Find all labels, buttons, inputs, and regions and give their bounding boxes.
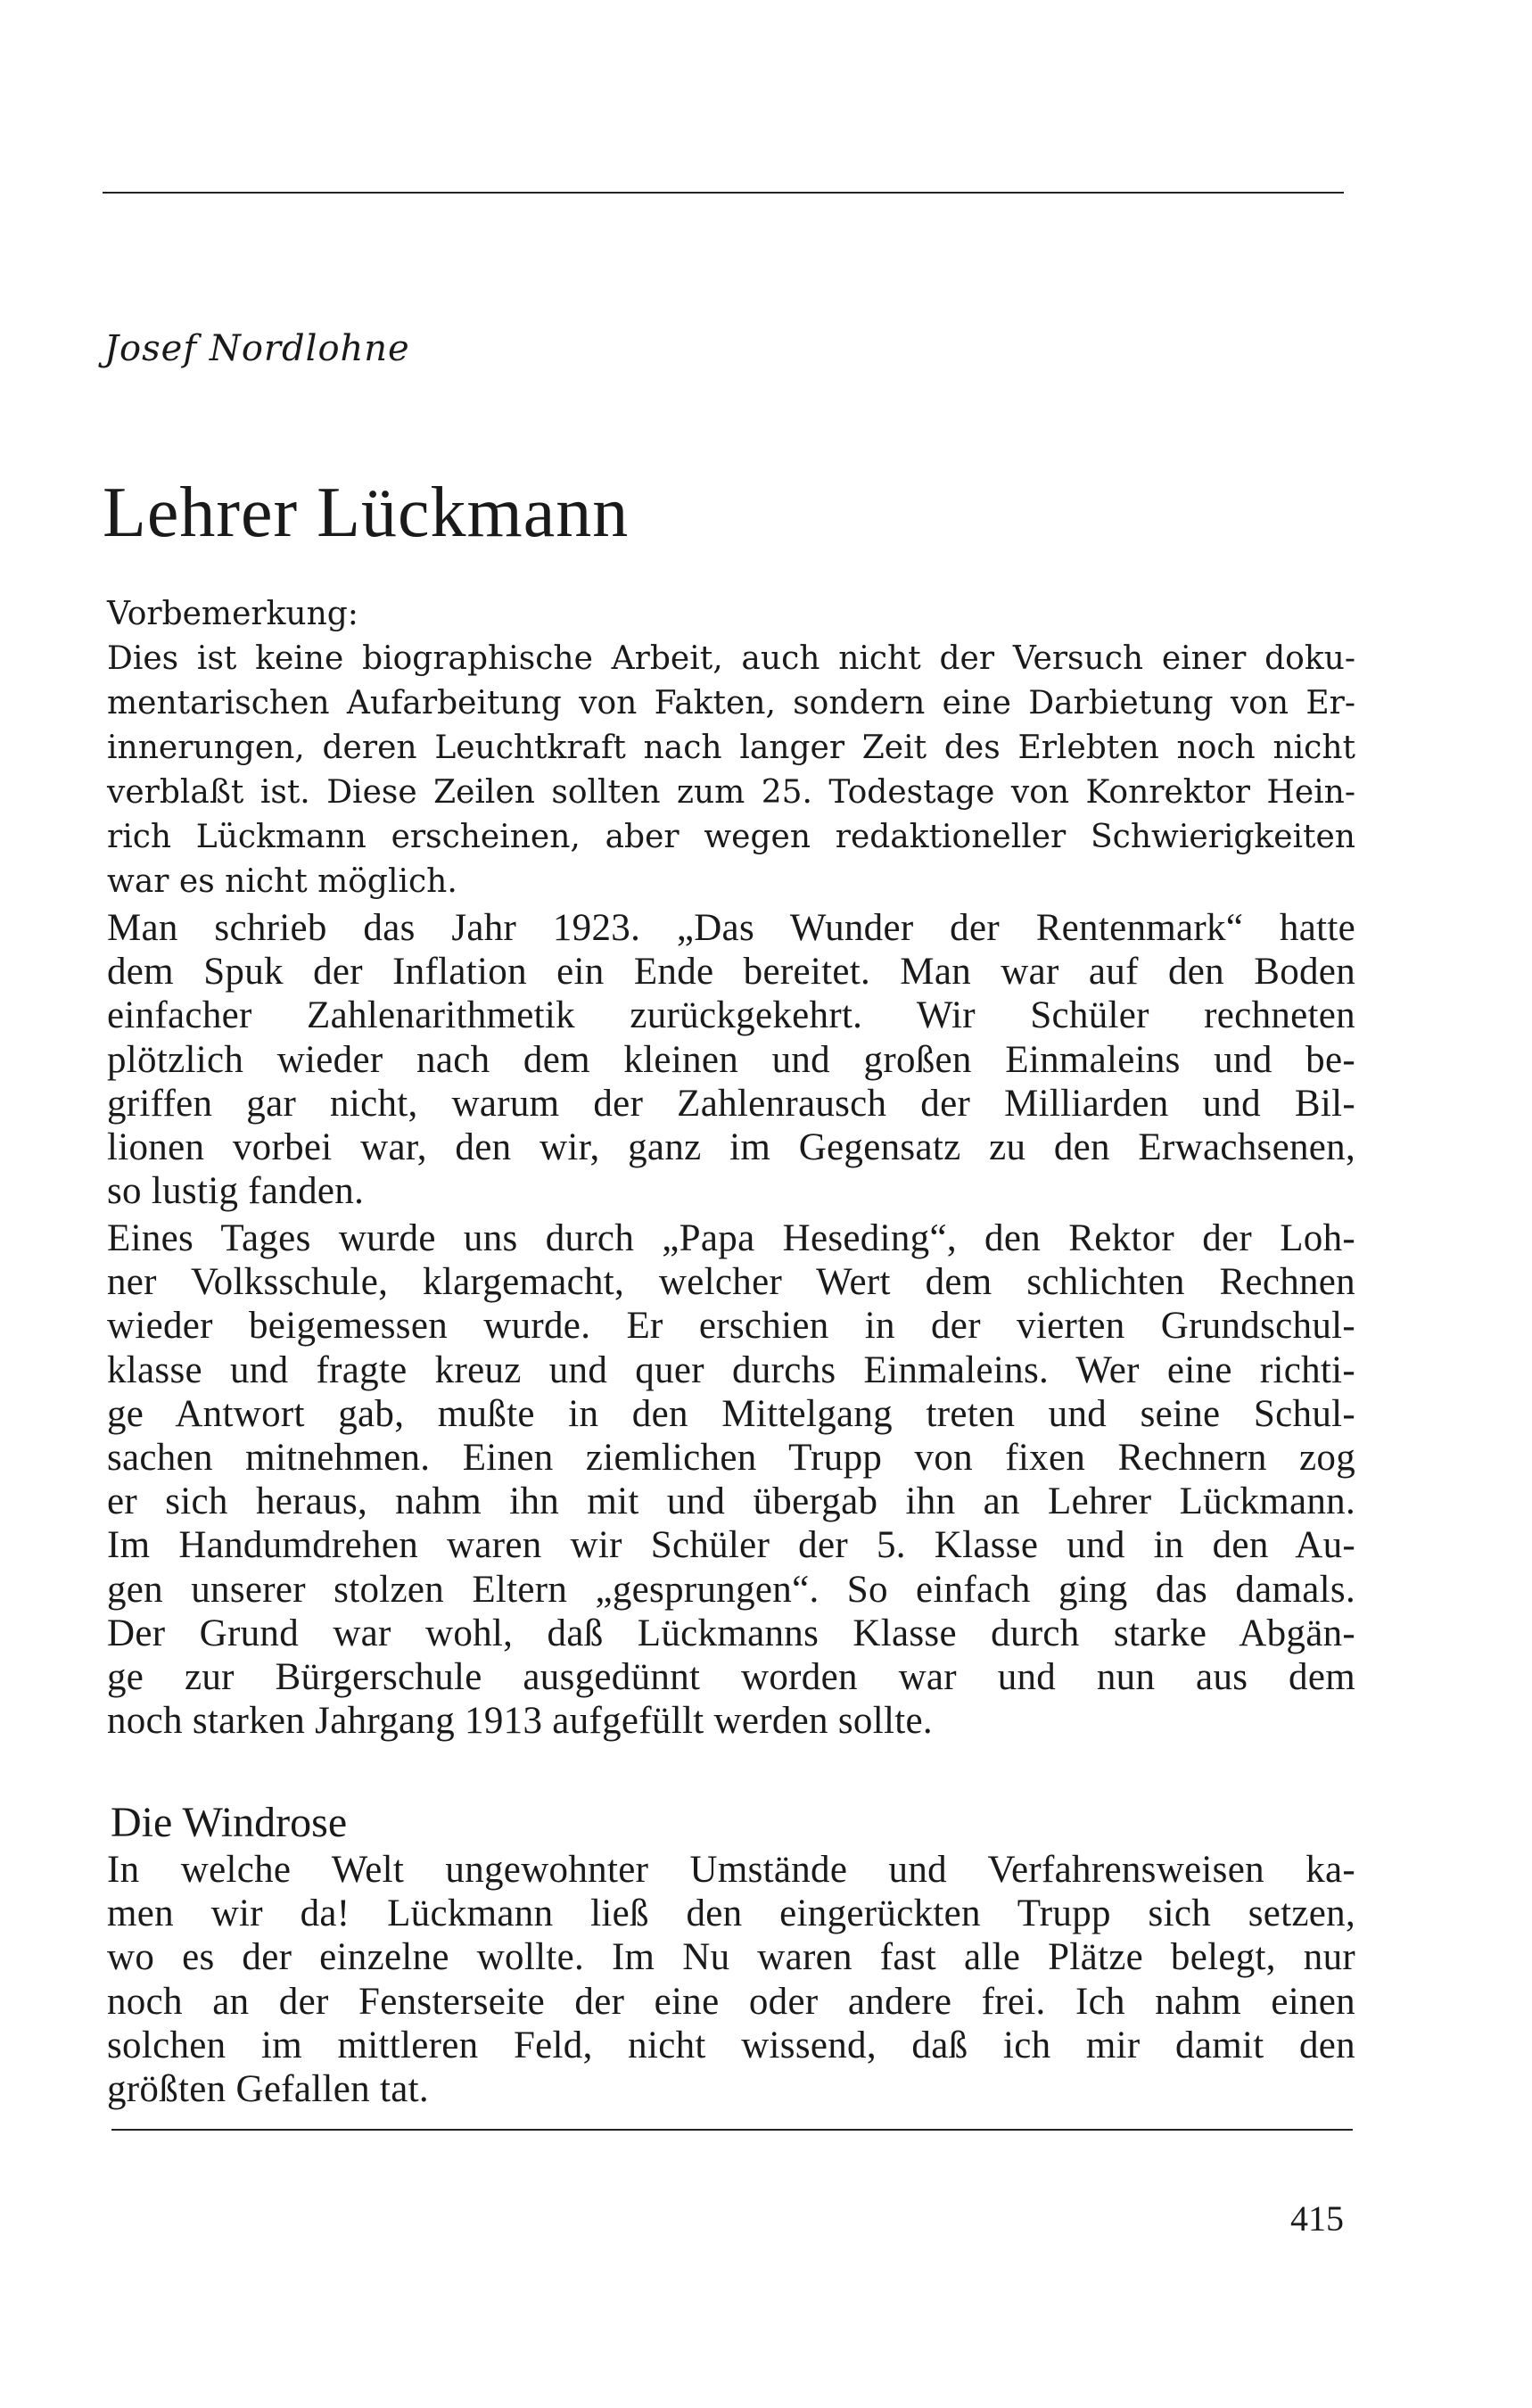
text-line: noch an der Fensterseite der eine oder andere frei. Ich nahm einen (107, 1980, 1355, 2023)
text-line: so lustig fanden. (107, 1170, 365, 1213)
text-line: solchen im mittleren Feld, nicht wissend, daß ich mir damit den (107, 2024, 1355, 2066)
text-line: ge zur Bürgerschule ausgedünnt worden war und nun aus dem (107, 1656, 1355, 1699)
text-line: gen unserer stolzen Eltern „gesprungen“. So einfach ging das damals. (107, 1568, 1355, 1611)
text-line: noch starken Jahrgang 1913 aufgefüllt werden sollte. (107, 1700, 933, 1743)
note-line: Dies ist keine biographische Arbeit, auch nicht der Versuch einer doku- (107, 640, 1355, 677)
paragraph-1 (107, 906, 1355, 1213)
text-line: Man schrieb das Jahr 1923. „Das Wunder der Rentenmark“ hatte (107, 907, 1355, 949)
note-line: mentarischen Aufarbeitung von Fakten, sondern eine Darbietung von Er- (107, 685, 1355, 722)
text-line: sachen mitnehmen. Einen ziemlichen Trupp von fixen Rechnern zog (107, 1437, 1355, 1480)
section-heading: Die Windrose (111, 1799, 348, 1846)
text-line: Der Grund war wohl, daß Lückmanns Klasse durch starke Abgän- (107, 1612, 1355, 1654)
text-line: In welche Welt ungewohnter Umstände und Verfahrensweisen ka- (107, 1849, 1355, 1891)
text-line: men wir da! Lückmann ließ den eingerückten Trupp sich setzen, (107, 1893, 1355, 1935)
text-line: größten Gefallen tat. (107, 2068, 429, 2111)
text-line: griffen gar nicht, warum der Zahlenrausch der Milliarden und Bil- (107, 1082, 1355, 1125)
text-line: plötzlich wieder nach dem kleinen und großen Einmaleins und be- (107, 1038, 1355, 1081)
text-line: einfacher Zahlenarithmetik zurückgekehrt. Wir Schüler rechneten (107, 994, 1355, 1037)
text-line: lionen vorbei war, den wir, ganz im Gegensatz zu den Erwachsenen, (107, 1126, 1355, 1169)
text-line: Eines Tages wurde uns durch „Papa Heseding“, den Rektor der Loh- (107, 1217, 1355, 1259)
section-windrose-text (107, 1848, 1355, 2111)
text-line: klasse und fragte kreuz und quer durchs Einmaleins. Wer eine richti- (107, 1348, 1355, 1391)
text-line: er sich heraus, nahm ihn mit und übergab ihn an Lehrer Lückmann. (107, 1480, 1355, 1523)
page-number: 415 (1290, 2198, 1344, 2239)
author-name: Josef Nordlohne (104, 328, 410, 369)
top-rule (103, 192, 1344, 194)
preliminary-note (107, 592, 1355, 904)
article-title: Lehrer Lückmann (103, 474, 630, 552)
note-line: Vorbemerkung: (107, 596, 358, 632)
text-line: ner Volksschule, klargemacht, welcher Wert dem schlichten Rechnen (107, 1261, 1355, 1304)
bottom-rule (111, 2129, 1353, 2131)
text-line: wo es der einzelne wollte. Im Nu waren fast alle Plätze belegt, nur (107, 1936, 1355, 1979)
note-line: war es nicht möglich. (107, 863, 457, 900)
paragraph-2 (107, 1216, 1355, 1743)
text-line: Im Handumdrehen waren wir Schüler der 5. Klasse und in den Au- (107, 1524, 1355, 1567)
text-line: ge Antwort gab, mußte in den Mittelgang treten und seine Schul- (107, 1392, 1355, 1435)
text-line: dem Spuk der Inflation ein Ende bereitet. Man war auf den Boden (107, 951, 1355, 994)
text-line: wieder beigemessen wurde. Er erschien in der vierten Grundschul- (107, 1305, 1355, 1348)
note-line: rich Lückmann erscheinen, aber wegen redaktioneller Schwierigkeiten (107, 819, 1355, 855)
note-line: innerungen, deren Leuchtkraft nach langer Zeit des Erlebten noch nicht (107, 730, 1355, 766)
note-line: verblaßt ist. Diese Zeilen sollten zum 25. Todestage von Konrektor Hein- (107, 774, 1355, 811)
